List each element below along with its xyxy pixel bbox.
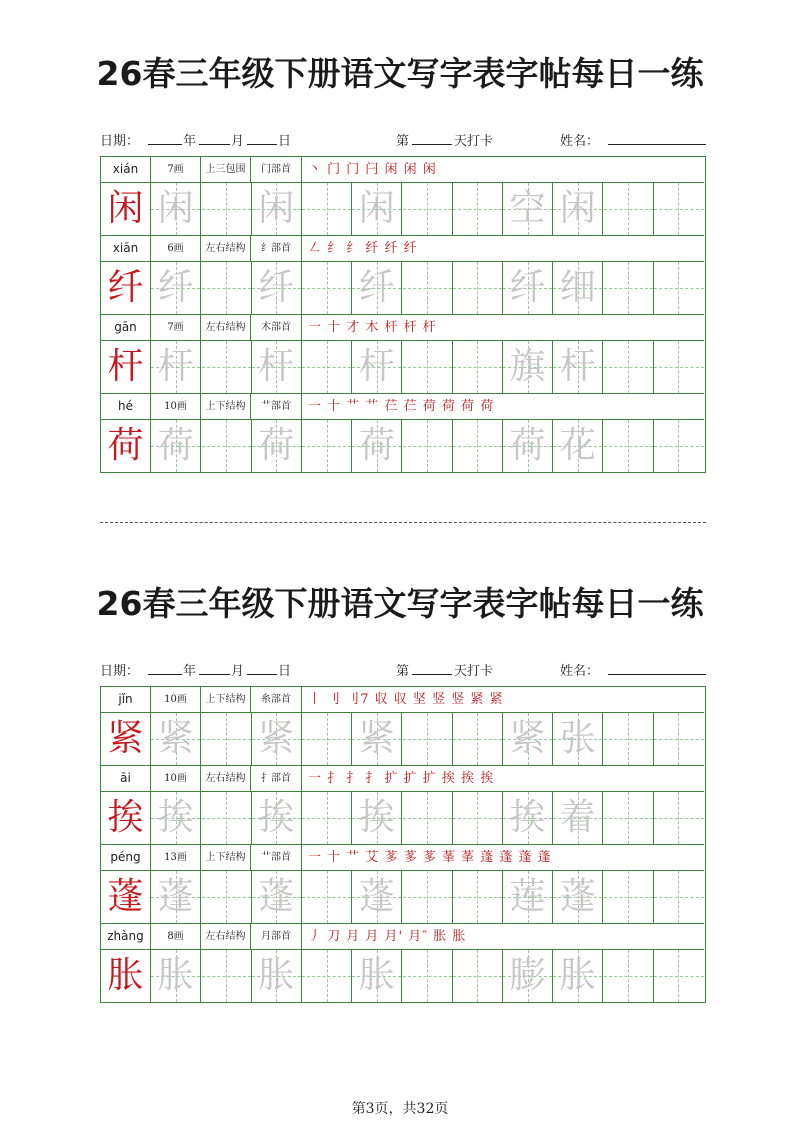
char-info-row: [101, 157, 704, 183]
trace-character: 胀: [358, 955, 395, 996]
char-practice-row: [101, 420, 704, 473]
name-blank[interactable]: [608, 132, 706, 145]
practice-box[interactable]: [352, 792, 402, 844]
trace-character: 挨: [157, 797, 194, 838]
practice-box[interactable]: [302, 420, 352, 472]
practice-box[interactable]: [654, 262, 704, 314]
trace-character: 胀: [559, 955, 596, 996]
char-practice-row: [101, 792, 704, 845]
practice-box[interactable]: [202, 341, 252, 393]
practice-box[interactable]: [604, 420, 654, 472]
practice-box[interactable]: [604, 950, 654, 1002]
trace-character: 闲: [358, 188, 395, 229]
structure-label: 上下结构: [201, 845, 251, 870]
trace-character: 闲: [157, 188, 194, 229]
pinyin-label: jǐn: [101, 687, 151, 712]
char-info-row: [101, 924, 704, 950]
day-number-blank[interactable]: [412, 132, 452, 145]
trace-character: 纤: [358, 267, 395, 308]
practice-box[interactable]: [202, 713, 252, 765]
year-blank[interactable]: [148, 132, 182, 145]
practice-box[interactable]: [151, 262, 201, 314]
pinyin-label: zhàng: [101, 924, 151, 949]
trace-character: 紧: [258, 718, 295, 759]
month-blank[interactable]: [199, 132, 230, 145]
practice-box[interactable]: [403, 183, 453, 235]
practice-box[interactable]: [252, 871, 302, 923]
practice-box[interactable]: [604, 792, 654, 844]
practice-box[interactable]: [202, 183, 252, 235]
year-blank[interactable]: [148, 662, 182, 675]
char-info-row: [101, 687, 704, 713]
model-char-box: [101, 792, 151, 844]
practice-sheet: [0, 0, 800, 500]
practice-box[interactable]: [302, 262, 352, 314]
stroke-order: 一 扌 扌 扌 扩 扩 扩 挨 挨 挨: [308, 771, 495, 786]
practice-box[interactable]: [453, 871, 503, 923]
stroke-order: 丿 刀 月 月 月' 月″ 胀 胀: [308, 929, 467, 944]
stroke-count: 10画: [151, 687, 201, 712]
day-label: 日: [278, 664, 292, 679]
practice-box[interactable]: [654, 183, 704, 235]
trace-character: 荷: [509, 425, 546, 466]
practice-box[interactable]: [151, 950, 201, 1002]
trace-character: 纤: [509, 267, 546, 308]
practice-box[interactable]: [503, 713, 553, 765]
practice-box[interactable]: [604, 871, 654, 923]
practice-box[interactable]: [553, 871, 603, 923]
practice-box[interactable]: [252, 341, 302, 393]
practice-box[interactable]: [654, 341, 704, 393]
trace-character: 莲: [509, 876, 546, 917]
practice-box[interactable]: [302, 183, 352, 235]
char-info-row: [101, 315, 704, 341]
practice-box[interactable]: [453, 420, 503, 472]
stroke-count: 7画: [151, 315, 201, 340]
practice-box[interactable]: [503, 950, 553, 1002]
trace-character: 杆: [559, 346, 596, 387]
structure-label: 左右结构: [201, 315, 251, 340]
char-practice-row: [101, 183, 704, 236]
trace-character: 蓬: [258, 876, 295, 917]
practice-box[interactable]: [453, 341, 503, 393]
practice-box[interactable]: [151, 341, 201, 393]
radical-label: 纟部首: [251, 236, 302, 261]
practice-box[interactable]: [453, 713, 503, 765]
stroke-count: 13画: [151, 845, 201, 870]
practice-box[interactable]: [553, 341, 603, 393]
trace-character: 膨: [509, 955, 546, 996]
trace-character: 挨: [509, 797, 546, 838]
practice-box[interactable]: [202, 420, 252, 472]
practice-box[interactable]: [453, 792, 503, 844]
trace-character: 蓬: [157, 876, 194, 917]
char-practice-row: [101, 871, 704, 924]
practice-box[interactable]: [352, 713, 402, 765]
model-char-box: [101, 950, 151, 1002]
practice-box[interactable]: [654, 792, 704, 844]
practice-box[interactable]: [403, 792, 453, 844]
day-number-label: 第: [396, 134, 410, 149]
trace-character: 花: [559, 425, 596, 466]
practice-box[interactable]: [252, 950, 302, 1002]
practice-box[interactable]: [453, 950, 503, 1002]
trace-character: 荷: [258, 425, 295, 466]
checkin-label: 天打卡: [454, 134, 494, 149]
practice-box[interactable]: [352, 341, 402, 393]
trace-character: 张: [559, 718, 596, 759]
model-character: 闲: [107, 188, 144, 229]
radical-label: 扌部首: [251, 766, 302, 791]
stroke-order: 一 十 艹 艾 茤 茤 茤 莑 莑 蓬 蓬 蓬 蓬: [308, 850, 552, 865]
year-label: 年: [183, 134, 197, 149]
info-line: [100, 660, 706, 680]
stroke-count: 10画: [151, 766, 201, 791]
practice-box[interactable]: [553, 792, 603, 844]
practice-box[interactable]: [403, 950, 453, 1002]
practice-box[interactable]: [151, 871, 201, 923]
practice-box[interactable]: [302, 792, 352, 844]
practice-box[interactable]: [252, 713, 302, 765]
name-blank[interactable]: [608, 662, 706, 675]
practice-box[interactable]: [453, 183, 503, 235]
trace-character: 紧: [509, 718, 546, 759]
pinyin-label: hé: [101, 394, 151, 419]
trace-character: 胀: [258, 955, 295, 996]
model-char-box: [101, 420, 151, 472]
practice-box[interactable]: [151, 713, 201, 765]
trace-character: 紧: [358, 718, 395, 759]
model-char-box: [101, 183, 151, 235]
pinyin-label: gān: [101, 315, 151, 340]
month-label: 月: [231, 664, 245, 679]
practice-box[interactable]: [403, 871, 453, 923]
practice-box[interactable]: [302, 713, 352, 765]
model-character: 杆: [107, 346, 144, 387]
model-character: 紧: [107, 718, 144, 759]
practice-box[interactable]: [302, 871, 352, 923]
practice-box[interactable]: [352, 262, 402, 314]
stroke-order: ㇜ 纟 纟 纤 纤 纤: [308, 241, 418, 256]
radical-label: 艹部首: [251, 394, 302, 419]
practice-box[interactable]: [654, 713, 704, 765]
day-label: 日: [278, 134, 292, 149]
date-label: 日期：: [100, 134, 140, 149]
trace-character: 纤: [157, 267, 194, 308]
practice-box[interactable]: [604, 341, 654, 393]
char-info-row: [101, 236, 704, 262]
practice-box[interactable]: [654, 871, 704, 923]
char-practice-row: [101, 341, 704, 394]
stroke-order: 一 十 艹 艹 芢 芢 荷 荷 荷 荷: [308, 399, 495, 414]
practice-box[interactable]: [503, 183, 553, 235]
practice-box[interactable]: [503, 792, 553, 844]
cut-line: [100, 522, 706, 523]
practice-box[interactable]: [553, 183, 603, 235]
stroke-count: 8画: [151, 924, 201, 949]
practice-box[interactable]: [403, 713, 453, 765]
practice-box[interactable]: [202, 792, 252, 844]
model-character: 胀: [107, 955, 144, 996]
radical-label: 木部首: [251, 315, 302, 340]
trace-character: 闲: [258, 188, 295, 229]
practice-box[interactable]: [252, 262, 302, 314]
name-label: 姓名：: [560, 664, 600, 679]
practice-box[interactable]: [403, 341, 453, 393]
radical-label: 门部首: [251, 157, 302, 182]
radical-label: 糸部首: [251, 687, 302, 712]
model-character: 纤: [107, 267, 144, 308]
radical-label: 月部首: [251, 924, 302, 949]
practice-box[interactable]: [553, 713, 603, 765]
sheet-title: 26春三年级下册语文写字表字帖每日一练: [96, 54, 704, 93]
practice-box[interactable]: [604, 262, 654, 314]
practice-box[interactable]: [352, 871, 402, 923]
practice-box[interactable]: [151, 183, 201, 235]
pinyin-label: xiān: [101, 236, 151, 261]
date-label: 日期：: [100, 664, 140, 679]
character-grid: [100, 686, 706, 1003]
practice-box[interactable]: [403, 420, 453, 472]
practice-box[interactable]: [654, 420, 704, 472]
practice-box[interactable]: [604, 713, 654, 765]
trace-character: 旗: [509, 346, 546, 387]
char-info-row: [101, 766, 704, 792]
trace-character: 杆: [358, 346, 395, 387]
structure-label: 左右结构: [201, 924, 251, 949]
stroke-order: 丨 刂 刂7 収 収 坚 竖 竖 紧 紧: [308, 692, 504, 707]
trace-character: 杆: [258, 346, 295, 387]
practice-box[interactable]: [202, 950, 252, 1002]
practice-box[interactable]: [553, 420, 603, 472]
char-practice-row: [101, 262, 704, 315]
stroke-count: 7画: [151, 157, 201, 182]
practice-box[interactable]: [352, 183, 402, 235]
trace-character: 紧: [157, 718, 194, 759]
model-character: 蓬: [107, 876, 144, 917]
page-footer: 第3页，共32页: [351, 1101, 449, 1117]
model-char-box: [101, 871, 151, 923]
trace-character: 蓬: [358, 876, 395, 917]
info-line: [100, 130, 706, 150]
practice-box[interactable]: [151, 420, 201, 472]
practice-box[interactable]: [302, 341, 352, 393]
month-label: 月: [231, 134, 245, 149]
char-practice-row: [101, 713, 704, 766]
practice-box[interactable]: [252, 420, 302, 472]
model-char-box: [101, 713, 151, 765]
practice-box[interactable]: [553, 950, 603, 1002]
pinyin-label: xián: [101, 157, 151, 182]
practice-box[interactable]: [252, 792, 302, 844]
practice-box[interactable]: [453, 262, 503, 314]
model-char-box: [101, 262, 151, 314]
structure-label: 左右结构: [201, 236, 251, 261]
trace-character: 杆: [157, 346, 194, 387]
practice-box[interactable]: [503, 871, 553, 923]
stroke-count: 10画: [151, 394, 201, 419]
trace-character: 胀: [157, 955, 194, 996]
practice-box[interactable]: [252, 183, 302, 235]
trace-character: 着: [559, 797, 596, 838]
model-character: 挨: [107, 797, 144, 838]
trace-character: 蓬: [559, 876, 596, 917]
practice-box[interactable]: [352, 420, 402, 472]
char-practice-row: [101, 950, 704, 1003]
checkin-label: 天打卡: [454, 664, 494, 679]
day-number-label: 第: [396, 664, 410, 679]
model-character: 荷: [107, 425, 144, 466]
practice-box[interactable]: [302, 950, 352, 1002]
month-blank[interactable]: [199, 662, 230, 675]
structure-label: 上下结构: [201, 687, 251, 712]
trace-character: 空: [509, 188, 546, 229]
practice-box[interactable]: [352, 950, 402, 1002]
radical-label: 艹部首: [251, 845, 302, 870]
trace-character: 细: [559, 267, 596, 308]
practice-box[interactable]: [202, 871, 252, 923]
pinyin-label: péng: [101, 845, 151, 870]
char-info-row: [101, 394, 704, 420]
practice-box[interactable]: [604, 183, 654, 235]
stroke-order: 一 十 才 木 杆 杆 杆: [308, 320, 437, 335]
sheet-title: 26春三年级下册语文写字表字帖每日一练: [96, 584, 704, 623]
day-blank[interactable]: [247, 662, 277, 675]
name-label: 姓名：: [560, 134, 600, 149]
structure-label: 上下结构: [201, 394, 251, 419]
practice-box[interactable]: [503, 341, 553, 393]
practice-box[interactable]: [202, 262, 252, 314]
trace-character: 纤: [258, 267, 295, 308]
practice-box[interactable]: [654, 950, 704, 1002]
practice-box[interactable]: [553, 262, 603, 314]
trace-character: 挨: [358, 797, 395, 838]
structure-label: 上三包围: [201, 157, 251, 182]
year-label: 年: [183, 664, 197, 679]
trace-character: 挨: [258, 797, 295, 838]
stroke-count: 6画: [151, 236, 201, 261]
practice-box[interactable]: [403, 262, 453, 314]
practice-sheet: [0, 530, 800, 1030]
trace-character: 闲: [559, 188, 596, 229]
day-blank[interactable]: [247, 132, 277, 145]
practice-box[interactable]: [503, 420, 553, 472]
trace-character: 荷: [358, 425, 395, 466]
structure-label: 左右结构: [201, 766, 251, 791]
practice-box[interactable]: [151, 792, 201, 844]
day-number-blank[interactable]: [412, 662, 452, 675]
character-grid: [100, 156, 706, 473]
pinyin-label: āi: [101, 766, 151, 791]
practice-box[interactable]: [503, 262, 553, 314]
trace-character: 荷: [157, 425, 194, 466]
stroke-order: 丶 门 门 闩 闲 闲 闲: [308, 162, 437, 177]
char-info-row: [101, 845, 704, 871]
model-char-box: [101, 341, 151, 393]
